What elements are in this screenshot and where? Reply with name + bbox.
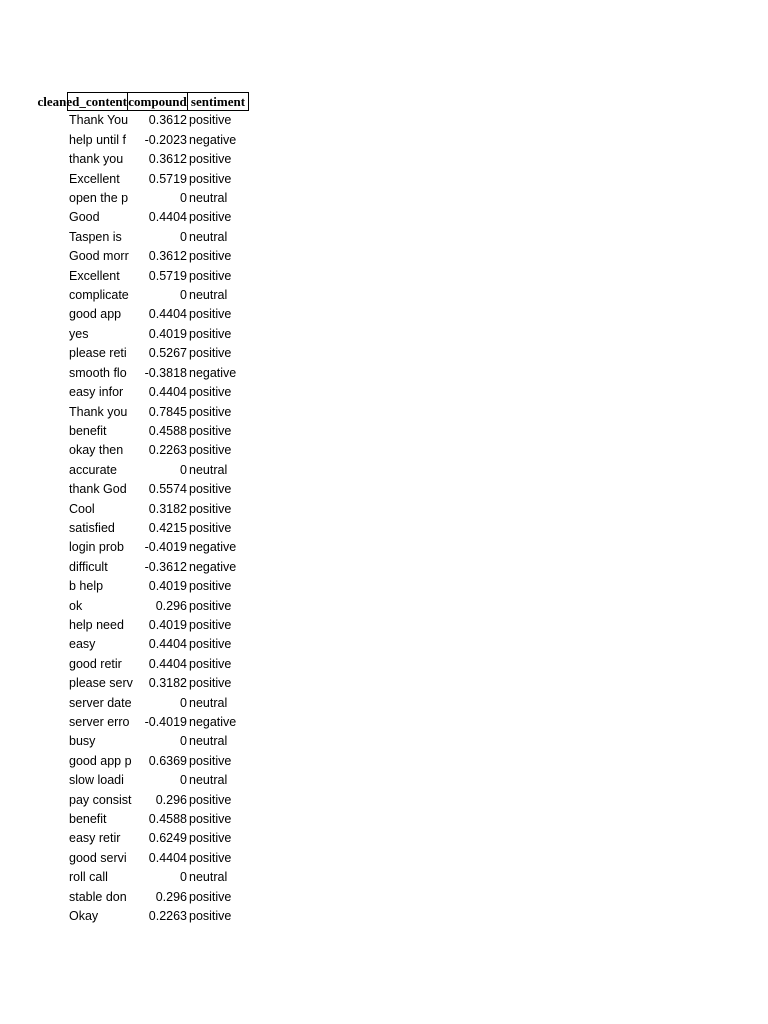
cell-sentiment[interactable]: positive (189, 113, 232, 128)
cell-sentiment[interactable]: positive (189, 637, 232, 652)
cell-compound[interactable]: 0.6249 (148, 831, 187, 846)
cell-content[interactable]: good app p (69, 753, 132, 768)
cell-compound[interactable]: 0.2263 (148, 909, 187, 924)
cell-compound[interactable]: 0.5574 (148, 482, 187, 497)
cell-content[interactable]: difficult (69, 559, 108, 574)
table-row (67, 325, 249, 344)
cell-compound[interactable]: 0.6369 (148, 753, 187, 768)
cell-compound[interactable]: 0 (180, 462, 187, 477)
table-row (67, 403, 249, 422)
cell-compound[interactable]: 0 (180, 695, 187, 710)
cell-sentiment[interactable]: positive (189, 152, 232, 167)
table-body (67, 111, 249, 926)
cell-sentiment[interactable]: neutral (189, 734, 228, 749)
cell-content[interactable]: yes (69, 326, 89, 341)
cell-compound[interactable]: 0 (180, 191, 187, 206)
cell-content[interactable]: easy (69, 637, 96, 652)
header-cell-cleaned-content[interactable]: cleaned_content (67, 92, 128, 111)
cell-content[interactable]: help until f (69, 132, 126, 147)
table-row (67, 441, 249, 460)
table-row (67, 519, 249, 538)
table-row (67, 810, 249, 829)
cell-sentiment[interactable]: positive (189, 579, 232, 594)
cell-sentiment[interactable]: positive (189, 753, 232, 768)
cell-sentiment[interactable]: neutral (189, 288, 228, 303)
cell-content[interactable]: complicate (69, 288, 129, 303)
cell-content[interactable]: ok (69, 598, 83, 613)
table-row (67, 558, 249, 577)
cell-compound[interactable]: -0.4019 (144, 715, 187, 729)
cell-compound[interactable]: 0 (180, 229, 187, 244)
cell-sentiment[interactable]: neutral (189, 229, 228, 244)
cell-compound[interactable]: 0 (180, 870, 187, 885)
cell-sentiment[interactable]: positive (189, 210, 232, 225)
cell-compound[interactable]: -0.3818 (144, 365, 187, 380)
cell-sentiment[interactable]: positive (189, 792, 232, 807)
cell-content[interactable]: please reti (69, 346, 127, 361)
table-row (67, 713, 249, 732)
cell-content[interactable]: thank God (69, 482, 127, 497)
table-row (67, 829, 249, 848)
table-row (67, 907, 249, 926)
table-row (67, 635, 249, 654)
cell-compound[interactable]: 0.4019 (148, 326, 187, 341)
cell-compound[interactable]: 0.4215 (148, 520, 187, 535)
cell-sentiment[interactable]: positive (189, 676, 232, 691)
cell-content[interactable]: login prob (69, 540, 124, 555)
table-row (67, 344, 249, 363)
cell-content[interactable]: help need (69, 617, 124, 632)
cell-compound[interactable]: 0 (180, 288, 187, 303)
table-row (67, 111, 249, 130)
cell-content[interactable]: busy (69, 734, 96, 749)
cell-compound[interactable]: -0.4019 (144, 540, 187, 555)
cell-sentiment[interactable]: positive (189, 617, 232, 632)
table-row (67, 577, 249, 596)
cell-sentiment[interactable]: positive (189, 171, 232, 186)
cell-compound[interactable]: 0.7845 (148, 404, 187, 419)
table-row (67, 888, 249, 907)
cell-content[interactable]: easy infor (69, 385, 124, 400)
header-cell-compound[interactable]: compound (128, 92, 188, 111)
cell-sentiment[interactable]: positive (189, 889, 232, 904)
cell-content[interactable]: Okay (69, 909, 99, 924)
cell-compound[interactable]: 0 (180, 734, 187, 749)
cell-content[interactable]: benefit (69, 423, 107, 438)
cell-compound[interactable]: 0.2263 (148, 443, 187, 458)
table-row (67, 752, 249, 771)
cell-sentiment[interactable]: positive (189, 443, 232, 458)
table-row (67, 655, 249, 674)
cell-sentiment[interactable]: negative (189, 715, 237, 729)
cell-sentiment[interactable]: positive (189, 249, 232, 264)
cell-content[interactable]: Excellent (69, 171, 120, 186)
table-row (67, 868, 249, 887)
table-row (67, 208, 249, 227)
cell-sentiment[interactable]: neutral (189, 191, 228, 206)
table-row (67, 305, 249, 324)
cell-content[interactable]: Good morr (69, 249, 129, 264)
cell-sentiment[interactable]: positive (189, 268, 232, 283)
cell-content[interactable]: benefit (69, 812, 107, 827)
cell-compound[interactable]: 0.296 (155, 792, 187, 807)
table-row (67, 732, 249, 751)
cell-content[interactable]: satisfied (69, 520, 115, 535)
cell-content[interactable]: please serv (69, 676, 133, 691)
table-row (67, 694, 249, 713)
table-row (67, 131, 249, 150)
cell-content[interactable]: Cool (69, 501, 95, 516)
cell-sentiment[interactable]: positive (189, 598, 232, 613)
table-row (67, 364, 249, 383)
cell-sentiment[interactable]: negative (189, 559, 237, 574)
cell-compound[interactable]: 0.5267 (148, 346, 187, 361)
cell-compound[interactable]: -0.2023 (144, 132, 187, 147)
cell-content[interactable]: easy retir (69, 831, 121, 846)
table-row (67, 791, 249, 810)
cell-compound[interactable]: 0.296 (155, 889, 187, 904)
table-row (67, 597, 249, 616)
cell-content[interactable]: Thank You (69, 113, 129, 128)
cell-content[interactable]: server erro (69, 715, 130, 729)
cell-sentiment[interactable]: negative (189, 132, 237, 147)
cell-compound[interactable]: 0.3182 (148, 501, 187, 516)
cell-content[interactable]: open the p (69, 191, 129, 206)
cell-compound[interactable]: 0.5719 (148, 268, 187, 283)
cell-sentiment[interactable]: positive (189, 326, 232, 341)
spreadsheet-table (37, 92, 249, 926)
cell-compound[interactable]: 0.4404 (148, 637, 187, 652)
cell-content[interactable]: thank you (69, 152, 124, 167)
cell-sentiment[interactable]: negative (189, 365, 237, 380)
cell-sentiment[interactable]: neutral (189, 462, 228, 477)
cell-content[interactable]: server date (69, 695, 132, 710)
cell-compound[interactable]: 0.4404 (148, 307, 187, 322)
cell-compound[interactable]: 0.4404 (148, 210, 187, 225)
table-row (67, 422, 249, 441)
cell-sentiment[interactable]: positive (189, 404, 232, 419)
cell-content[interactable]: Thank you (69, 404, 128, 419)
cell-content[interactable]: smooth flo (69, 365, 127, 380)
cell-compound[interactable]: 0.4404 (148, 850, 187, 865)
cell-sentiment[interactable]: positive (189, 423, 232, 438)
table-row (67, 771, 249, 790)
cell-sentiment[interactable]: positive (189, 831, 232, 846)
cell-compound[interactable]: 0.3612 (148, 113, 187, 128)
cell-compound[interactable]: -0.3612 (144, 559, 187, 574)
cell-sentiment[interactable]: positive (189, 307, 232, 322)
cell-compound[interactable]: 0.3612 (148, 249, 187, 264)
cell-compound[interactable]: 0.3612 (148, 152, 187, 167)
cell-sentiment[interactable]: positive (189, 482, 232, 497)
cell-content[interactable]: roll call (69, 870, 108, 885)
cell-content[interactable]: Good (69, 210, 100, 225)
cell-content[interactable]: stable don (69, 889, 127, 904)
cell-sentiment[interactable]: positive (189, 909, 232, 924)
cell-sentiment[interactable]: neutral (189, 695, 228, 710)
cell-content[interactable]: b help (69, 579, 104, 594)
header-cell-sentiment[interactable]: sentiment (188, 92, 249, 111)
cell-content[interactable]: slow loadi (69, 773, 124, 788)
cell-sentiment[interactable]: positive (189, 385, 232, 400)
cell-compound[interactable]: 0.5719 (148, 171, 187, 186)
cell-compound[interactable]: 0.4019 (148, 617, 187, 632)
cell-content[interactable]: pay consist (69, 792, 132, 807)
table-row (67, 500, 249, 519)
cell-compound[interactable]: 0.296 (155, 598, 187, 613)
cell-sentiment[interactable]: positive (189, 346, 232, 361)
cell-content[interactable]: good retir (69, 656, 122, 671)
table-row (67, 849, 249, 868)
cell-content[interactable]: Excellent (69, 268, 120, 283)
cell-content[interactable]: good app (69, 307, 122, 322)
cell-sentiment[interactable]: neutral (189, 870, 228, 885)
table-row (67, 674, 249, 693)
cell-sentiment[interactable]: positive (189, 812, 232, 827)
cell-content[interactable]: accurate (69, 462, 117, 477)
cell-content[interactable]: good servi (69, 850, 127, 865)
cell-sentiment[interactable]: positive (189, 520, 232, 535)
cell-sentiment[interactable]: neutral (189, 773, 228, 788)
cell-compound[interactable]: 0.4019 (148, 579, 187, 594)
table-row (67, 286, 249, 305)
table-row (67, 267, 249, 286)
cell-compound[interactable]: 0.4404 (148, 656, 187, 671)
cell-compound[interactable]: 0.4588 (148, 812, 187, 827)
header-row (37, 92, 249, 111)
table-row (67, 170, 249, 189)
table-row (67, 383, 249, 402)
cell-sentiment[interactable]: positive (189, 850, 232, 865)
table-row (67, 461, 249, 480)
table-row (67, 189, 249, 208)
table-row (67, 150, 249, 169)
cell-compound[interactable]: 0.4588 (148, 423, 187, 438)
cell-compound[interactable]: 0 (180, 773, 187, 788)
cell-content[interactable]: okay then (69, 443, 124, 458)
cell-compound[interactable]: 0.3182 (148, 676, 187, 691)
table-row (67, 247, 249, 266)
table-row (67, 480, 249, 499)
cell-sentiment[interactable]: negative (189, 540, 237, 555)
table-row (67, 228, 249, 247)
table-row (67, 538, 249, 557)
table-row (67, 616, 249, 635)
cell-sentiment[interactable]: positive (189, 501, 232, 516)
cell-sentiment[interactable]: positive (189, 656, 232, 671)
cell-content[interactable]: Taspen is (69, 229, 122, 244)
cell-compound[interactable]: 0.4404 (148, 385, 187, 400)
